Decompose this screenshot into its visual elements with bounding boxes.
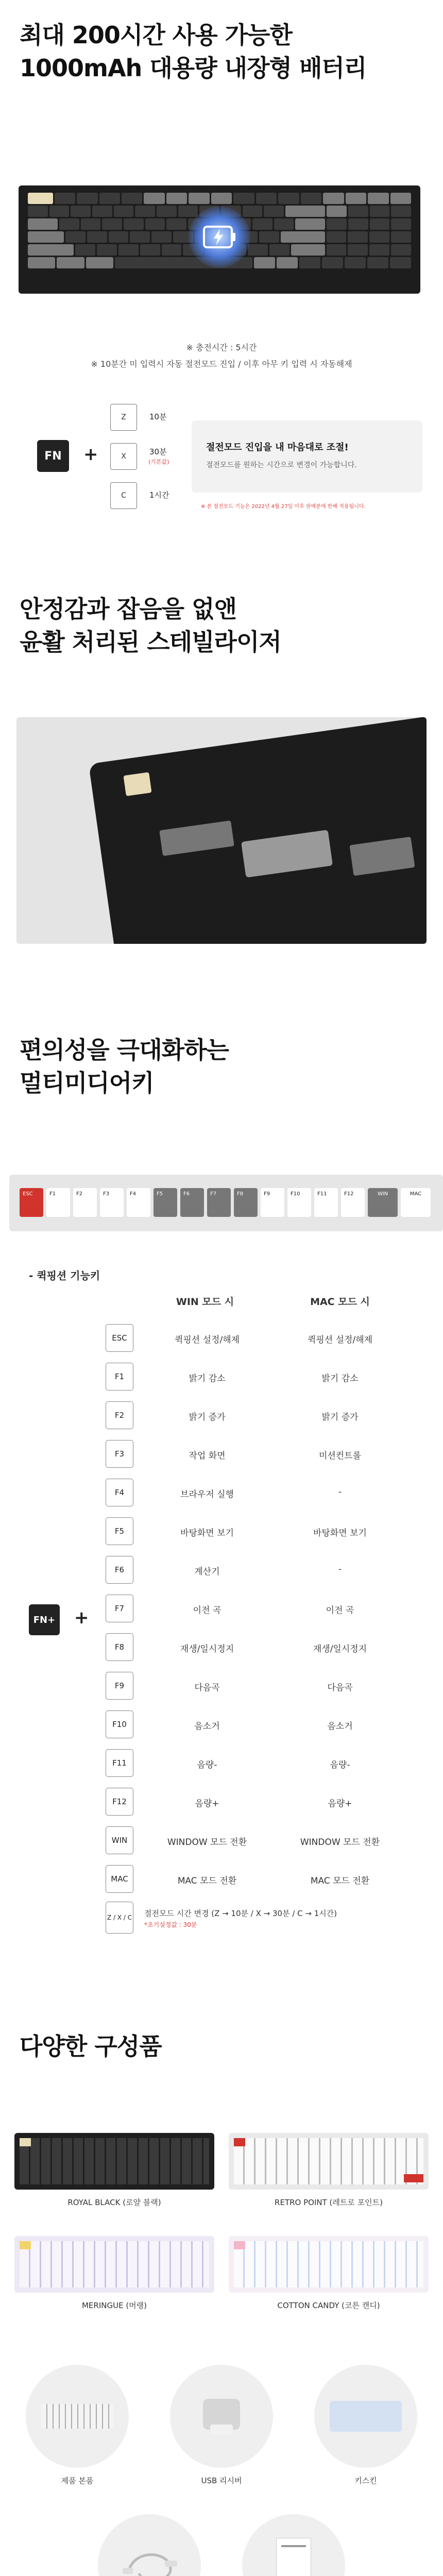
hotkey-win-action: 절전모드 시간 변경 (Z → 10분 / X → 30분 / C → 1시간) [144,1909,337,1918]
hotkey-row [0,1784,443,1820]
hotkey-win-action: 밝기 감소 [189,1374,226,1384]
hotkey-win-action: 음량+ [195,1799,219,1809]
hotkey-heading: - 퀵핑션 기능키 [29,1269,100,1282]
battery-section [0,0,443,526]
hotkey-key: F9 [106,1672,133,1700]
hotkey-win-action: 밝기 증가 [189,1412,226,1422]
sleep-mode-note: ※ 10분간 미 입력시 자동 절전모드 진입 / 이후 아무 키 입력 시 자동해제 [91,359,352,369]
strip-key-f3: F3 [100,1188,124,1217]
hotkey-key: F3 [106,1440,133,1468]
hotkey-key: F7 [106,1595,133,1622]
fn-key-strip [9,1175,443,1231]
hotkey-key: F12 [106,1788,133,1816]
hotkey-row [0,1590,443,1626]
components-title: 다양한 구성품 [20,2032,162,2060]
battery-charging-icon [202,223,236,251]
hotkey-row [0,1861,443,1897]
variant-cotton-candy-image [229,2236,429,2293]
hotkey-win-action: 퀵핑션 설정/해제 [174,1335,240,1345]
battery-title-line1: 최대 200시간 사용 가능한 [20,21,292,49]
item-cable-image [98,2514,201,2576]
col-mac-header: MAC 모드 시 [310,1296,370,1308]
hotkey-row [0,1320,443,1356]
hotkey-key: F8 [106,1633,133,1661]
fn-key: FN [37,440,69,472]
fn-plus-key: FN+ [29,1604,60,1635]
strip-key-f8: F8 [234,1188,258,1217]
stabilizer-section [0,526,443,989]
hotkey-mac-action: 퀵핑션 설정/해제 [307,1335,373,1345]
strip-key-esc: ESC [20,1188,43,1217]
hotkey-mac-action: 밝기 증가 [321,1412,359,1422]
cable-icon [98,2514,201,2576]
hotkey-win-action: 계산기 [194,1567,220,1577]
hotkey-row [0,1397,443,1433]
hotkey-row [0,1436,443,1472]
multimedia-section [0,989,443,1994]
key-z-label: 10분 [149,412,167,421]
hotkey-mac-action: WINDOW 모드 전환 [300,1837,380,1848]
strip-key-f7: F7 [207,1188,231,1217]
hotkey-row [0,1629,443,1665]
strip-key-f9: F9 [261,1188,284,1217]
item-usb-receiver-image [170,2365,273,2468]
variant-retro-point-image [229,2133,429,2190]
hotkey-key: F5 [106,1517,133,1545]
multimedia-title-line2: 멀티미디어키 [20,1069,154,1097]
hotkey-win-action: 다음곡 [194,1683,220,1693]
hotkey-row [0,1822,443,1858]
hotkey-win-action: MAC 모드 전환 [177,1876,237,1886]
item-keyboard-image [26,2365,129,2468]
hotkey-win-action: 브라우저 실행 [180,1489,234,1500]
hotkey-mac-action: 밝기 감소 [321,1374,359,1384]
item-manual-image [242,2514,345,2576]
key-c-label: 1시간 [149,490,169,500]
stabilizer-photo [16,717,427,944]
sleep-mode-box [192,420,422,493]
hotkey-row [0,1475,443,1511]
hotkey-default-note: *초기설정값 : 30분 [144,1921,197,1928]
hotkey-win-action: 이전 곡 [193,1605,222,1616]
hotkey-row [0,1745,443,1781]
hotkey-mac-action: 다음곡 [327,1683,353,1693]
charge-time-note: ※ 충전시간 : 5시간 [186,343,257,352]
hotkey-win-action: 작업 화면 [189,1451,226,1461]
sleep-mode-box-text: 절전모드를 원하는 시간으로 변경이 가능합니다. [206,461,357,469]
hotkey-key: Z / X / C [106,1902,133,1934]
plus-sign: + [83,444,98,465]
item-keyboard-name: 제품 본품 [61,2476,94,2485]
hotkey-mac-action: 음량+ [328,1799,352,1809]
strip-key-mac: MAC [401,1188,431,1217]
variant-meringue-name: MERINGUE (머랭) [81,2301,147,2310]
hotkey-win-action: 재생/일시정지 [180,1644,234,1654]
key-c: C [110,482,137,509]
battery-keyboard-image [19,185,420,294]
hotkey-key: F6 [106,1556,133,1584]
key-x: X [110,443,137,470]
stabilizer-title-line1: 안정감과 잡음을 없앤 [20,595,236,623]
hotkey-mac-action: 미션컨트롤 [318,1451,362,1461]
components-section [0,1994,443,2576]
hotkey-row [0,1706,443,1742]
hotkey-row [0,1359,443,1395]
hotkey-win-action: 바탕화면 보기 [180,1528,234,1538]
hotkey-key: MAC [106,1865,133,1893]
hotkey-key: F11 [106,1749,133,1777]
battery-title-line2: 1000mAh 대용량 내장형 배터리 [20,54,367,82]
hotkey-win-action: 음량- [197,1760,217,1770]
hotkey-mac-action: MAC 모드 전환 [310,1876,370,1886]
strip-key-win: WIN [368,1188,398,1217]
item-keyskin-name: 키스킨 [354,2476,377,2485]
hotkey-mac-action: 이전 곡 [326,1605,354,1616]
key-x-default: (기본값) [148,459,169,465]
sleep-mode-footnote: ※ 본 절전모드 기능은 2022년 4월 27일 이후 판매분에 한해 적용됩니다. [201,504,366,510]
hotkey-row [0,1900,443,1936]
variant-royal-black-name: ROYAL BLACK (로얄 블랙) [67,2198,161,2207]
strip-key-f5: F5 [154,1188,177,1217]
sleep-mode-box-title: 절전모드 진입을 내 마음대로 조절! [206,442,349,453]
variant-retro-point-name: RETRO POINT (레트로 포인트) [275,2198,383,2207]
hotkey-key: F2 [106,1401,133,1429]
variant-meringue-image [14,2236,214,2293]
hotkey-key: WIN [106,1826,133,1854]
hotkey-row [0,1513,443,1549]
hotkey-mac-action: 음소거 [327,1721,353,1732]
strip-key-f2: F2 [73,1188,97,1217]
key-x-label: 30분 [149,447,167,456]
variant-cotton-candy-name: COTTON CANDY (코튼 캔디) [277,2301,380,2310]
strip-key-f4: F4 [127,1188,150,1217]
strip-key-f11: F11 [314,1188,338,1217]
hotkey-row [0,1552,443,1588]
variant-royal-black-image [14,2133,214,2190]
hotkey-key: F4 [106,1479,133,1506]
stabilizer-title-line2: 윤활 처리된 스테빌라이저 [20,628,281,656]
strip-key-f6: F6 [180,1188,204,1217]
hotkey-mac-action: - [338,1487,342,1497]
strip-key-f10: F10 [287,1188,311,1217]
hotkey-key: F10 [106,1710,133,1738]
hotkey-mac-action: 음량- [330,1760,350,1770]
strip-key-f1: F1 [46,1188,70,1217]
key-z: Z [110,404,137,431]
hotkey-mac-action: 재생/일시정지 [313,1644,367,1654]
hotkey-win-action: 음소거 [194,1721,220,1732]
item-usb-receiver-name: USB 리시버 [201,2476,242,2485]
col-win-header: WIN 모드 시 [176,1296,234,1308]
hotkey-key: ESC [106,1324,133,1352]
hotkey-row [0,1668,443,1704]
hotkey-win-action: WINDOW 모드 전환 [167,1837,247,1848]
plus-sign-2: + [74,1607,89,1628]
hotkey-table [0,1320,443,1938]
multimedia-title-line1: 편의성을 극대화하는 [20,1036,229,1064]
strip-key-f12: F12 [341,1188,365,1217]
item-keyskin-image [314,2365,417,2468]
fn-key-strip-row [20,1188,431,1217]
hotkey-mac-action: 바탕화면 보기 [313,1528,367,1538]
hotkey-mac-action: - [338,1564,342,1574]
hotkey-key: F1 [106,1363,133,1391]
